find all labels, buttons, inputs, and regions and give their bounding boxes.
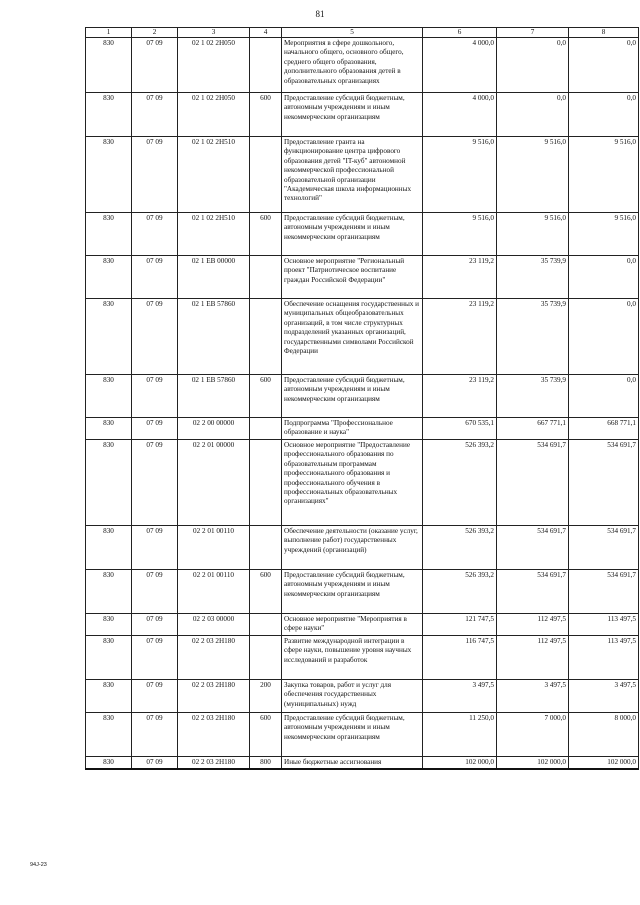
expense-type-cell	[250, 299, 282, 375]
description-cell: Основное мероприятие "Региональный проект "Патриотическое воспитание граждан Российской Федерации"	[282, 256, 423, 299]
amount-year-3-cell: 9 516,0	[569, 137, 639, 213]
table-row	[86, 680, 639, 713]
target-article-cell: 02 2 00 00000	[178, 418, 250, 440]
description-cell: Развитие международной интеграции в сфере науки, повышение уровня научных исследований и разработок	[282, 636, 423, 680]
amount-year-2-cell: 667 771,1	[497, 418, 569, 440]
section-code-cell: 07 09	[132, 757, 178, 770]
table-row	[86, 440, 639, 526]
target-article-cell: 02 1 02 2Н050	[178, 93, 250, 137]
expense-type-cell: 200	[250, 680, 282, 713]
target-article-cell: 02 2 03 2Н180	[178, 713, 250, 757]
amount-year-1-cell: 3 497,5	[423, 680, 497, 713]
target-article-cell: 02 2 01 00110	[178, 570, 250, 614]
expense-type-cell	[250, 38, 282, 93]
ministry-code-cell: 830	[86, 299, 132, 375]
amount-year-1-cell: 526 393,2	[423, 570, 497, 614]
target-article-cell: 02 1 ЕВ 00000	[178, 256, 250, 299]
description-cell: Предоставление субсидий бюджетным, автономным учреждениям и иным некоммерческим организациям	[282, 213, 423, 256]
table-row	[86, 375, 639, 418]
amount-year-3-cell: 0,0	[569, 375, 639, 418]
expense-type-cell: 800	[250, 757, 282, 770]
amount-year-1-cell: 11 250,0	[423, 713, 497, 757]
amount-year-1-cell: 4 000,0	[423, 38, 497, 93]
expense-type-cell: 600	[250, 93, 282, 137]
ministry-code-cell: 830	[86, 418, 132, 440]
section-code-cell: 07 09	[132, 418, 178, 440]
amount-year-2-cell: 102 000,0	[497, 757, 569, 770]
table-row	[86, 418, 639, 440]
amount-year-3-cell: 0,0	[569, 93, 639, 137]
table-row	[86, 38, 639, 93]
amount-year-2-cell: 3 497,5	[497, 680, 569, 713]
target-article-cell: 02 1 ЕВ 57860	[178, 375, 250, 418]
amount-year-2-cell: 0,0	[497, 93, 569, 137]
header-cell: 4	[250, 28, 282, 38]
amount-year-2-cell: 112 497,5	[497, 614, 569, 636]
description-cell: Обеспечение деятельности (оказание услуг, выполнение работ) государственных учреждений (организаций)	[282, 526, 423, 570]
amount-year-3-cell: 113 497,5	[569, 614, 639, 636]
amount-year-2-cell: 7 000,0	[497, 713, 569, 757]
footer-code: 94J-23	[30, 862, 47, 868]
ministry-code-cell: 830	[86, 375, 132, 418]
expense-type-cell: 600	[250, 375, 282, 418]
amount-year-3-cell: 668 771,1	[569, 418, 639, 440]
table-row	[86, 299, 639, 375]
ministry-code-cell: 830	[86, 213, 132, 256]
description-cell: Предоставление субсидий бюджетным, автономным учреждениям и иным некоммерческим организациям	[282, 375, 423, 418]
description-cell: Подпрограмма "Профессиональное образование и наука"	[282, 418, 423, 440]
header-cell: 8	[569, 28, 639, 38]
description-cell: Закупка товаров, работ и услуг для обеспечения государственных (муниципальных) нужд	[282, 680, 423, 713]
ministry-code-cell: 830	[86, 526, 132, 570]
page-number: 81	[315, 9, 325, 19]
description-cell: Обеспечение оснащения государственных и муниципальных общеобразовательных организаций, в том числе структурных подразделений указанных организаций, государственными символами Российской Федерации	[282, 299, 423, 375]
amount-year-2-cell: 35 739,9	[497, 256, 569, 299]
expense-type-cell	[250, 526, 282, 570]
header-cell: 3	[178, 28, 250, 38]
table-row	[86, 213, 639, 256]
amount-year-3-cell: 534 691,7	[569, 526, 639, 570]
amount-year-2-cell: 534 691,7	[497, 570, 569, 614]
amount-year-1-cell: 526 393,2	[423, 440, 497, 526]
section-code-cell: 07 09	[132, 636, 178, 680]
amount-year-1-cell: 9 516,0	[423, 137, 497, 213]
target-article-cell: 02 2 01 00110	[178, 526, 250, 570]
section-code-cell: 07 09	[132, 526, 178, 570]
section-code-cell: 07 09	[132, 213, 178, 256]
expense-type-cell: 600	[250, 570, 282, 614]
expense-type-cell	[250, 614, 282, 636]
ministry-code-cell: 830	[86, 137, 132, 213]
table-row	[86, 93, 639, 137]
amount-year-2-cell: 534 691,7	[497, 440, 569, 526]
amount-year-3-cell: 113 497,5	[569, 636, 639, 680]
table-row	[86, 614, 639, 636]
ministry-code-cell: 830	[86, 256, 132, 299]
section-code-cell: 07 09	[132, 93, 178, 137]
amount-year-2-cell: 35 739,9	[497, 299, 569, 375]
table-row	[86, 713, 639, 757]
target-article-cell: 02 2 03 2Н180	[178, 757, 250, 770]
amount-year-1-cell: 526 393,2	[423, 526, 497, 570]
amount-year-3-cell: 534 691,7	[569, 570, 639, 614]
target-article-cell: 02 1 02 2Н510	[178, 137, 250, 213]
description-cell: Предоставление субсидий бюджетным, автономным учреждениям и иным некоммерческим организациям	[282, 713, 423, 757]
amount-year-3-cell: 9 516,0	[569, 213, 639, 256]
target-article-cell: 02 2 03 00000	[178, 614, 250, 636]
amount-year-2-cell: 9 516,0	[497, 213, 569, 256]
amount-year-3-cell: 0,0	[569, 256, 639, 299]
description-cell: Предоставление субсидий бюджетным, автономным учреждениям и иным некоммерческим организациям	[282, 570, 423, 614]
section-code-cell: 07 09	[132, 440, 178, 526]
target-article-cell: 02 1 ЕВ 57860	[178, 299, 250, 375]
budget-table	[85, 27, 639, 770]
expense-type-cell: 600	[250, 213, 282, 256]
section-code-cell: 07 09	[132, 570, 178, 614]
amount-year-3-cell: 102 000,0	[569, 757, 639, 770]
ministry-code-cell: 830	[86, 38, 132, 93]
amount-year-1-cell: 9 516,0	[423, 213, 497, 256]
section-code-cell: 07 09	[132, 38, 178, 93]
header-cell: 2	[132, 28, 178, 38]
section-code-cell: 07 09	[132, 375, 178, 418]
ministry-code-cell: 830	[86, 93, 132, 137]
table-row	[86, 570, 639, 614]
ministry-code-cell: 830	[86, 614, 132, 636]
amount-year-1-cell: 121 747,5	[423, 614, 497, 636]
amount-year-3-cell: 0,0	[569, 38, 639, 93]
table-header-row	[86, 28, 639, 38]
amount-year-1-cell: 116 747,5	[423, 636, 497, 680]
target-article-cell: 02 2 03 2Н180	[178, 680, 250, 713]
amount-year-2-cell: 0,0	[497, 38, 569, 93]
ministry-code-cell: 830	[86, 440, 132, 526]
section-code-cell: 07 09	[132, 137, 178, 213]
amount-year-3-cell: 8 000,0	[569, 713, 639, 757]
expense-type-cell	[250, 418, 282, 440]
amount-year-1-cell: 4 000,0	[423, 93, 497, 137]
table-row	[86, 137, 639, 213]
ministry-code-cell: 830	[86, 680, 132, 713]
expense-type-cell	[250, 256, 282, 299]
target-article-cell: 02 1 02 2Н050	[178, 38, 250, 93]
section-code-cell: 07 09	[132, 713, 178, 757]
ministry-code-cell: 830	[86, 757, 132, 770]
description-cell: Основное мероприятие "Предоставление профессионального образования по образовательным программам профессионального образования и профессионального обучения в профессиональных образовательных организациях"	[282, 440, 423, 526]
amount-year-1-cell: 23 119,2	[423, 375, 497, 418]
section-code-cell: 07 09	[132, 614, 178, 636]
section-code-cell: 07 09	[132, 256, 178, 299]
description-cell: Предоставление гранта на функционирование центра цифрового образования детей "IT-куб" автономной некоммерческой профессиональной образовательной организации "Академическая школа информационных технологий"	[282, 137, 423, 213]
ministry-code-cell: 830	[86, 636, 132, 680]
amount-year-1-cell: 102 000,0	[423, 757, 497, 770]
description-cell: Мероприятия в сфере дошкольного, начального общего, основного общего, среднего общего образования, дополнительного образования детей в образовательных организациях	[282, 38, 423, 93]
amount-year-3-cell: 3 497,5	[569, 680, 639, 713]
section-code-cell: 07 09	[132, 680, 178, 713]
header-cell: 7	[497, 28, 569, 38]
amount-year-2-cell: 534 691,7	[497, 526, 569, 570]
target-article-cell: 02 2 01 00000	[178, 440, 250, 526]
header-cell: 5	[282, 28, 423, 38]
expense-type-cell	[250, 440, 282, 526]
amount-year-1-cell: 670 535,1	[423, 418, 497, 440]
description-cell: Иные бюджетные ассигнования	[282, 757, 423, 770]
amount-year-2-cell: 112 497,5	[497, 636, 569, 680]
amount-year-3-cell: 0,0	[569, 299, 639, 375]
amount-year-2-cell: 35 739,9	[497, 375, 569, 418]
ministry-code-cell: 830	[86, 570, 132, 614]
expense-type-cell	[250, 636, 282, 680]
table-row	[86, 757, 639, 770]
amount-year-2-cell: 9 516,0	[497, 137, 569, 213]
expense-type-cell: 600	[250, 713, 282, 757]
amount-year-1-cell: 23 119,2	[423, 299, 497, 375]
section-code-cell: 07 09	[132, 299, 178, 375]
ministry-code-cell: 830	[86, 713, 132, 757]
table-row	[86, 256, 639, 299]
amount-year-3-cell: 534 691,7	[569, 440, 639, 526]
header-cell: 1	[86, 28, 132, 38]
table-row	[86, 636, 639, 680]
amount-year-1-cell: 23 119,2	[423, 256, 497, 299]
target-article-cell: 02 1 02 2Н510	[178, 213, 250, 256]
target-article-cell: 02 2 03 2Н180	[178, 636, 250, 680]
description-cell: Предоставление субсидий бюджетным, автономным учреждениям и иным некоммерческим организациям	[282, 93, 423, 137]
description-cell: Основное мероприятие "Мероприятия в сфере науки"	[282, 614, 423, 636]
expense-type-cell	[250, 137, 282, 213]
header-cell: 6	[423, 28, 497, 38]
table-row	[86, 526, 639, 570]
